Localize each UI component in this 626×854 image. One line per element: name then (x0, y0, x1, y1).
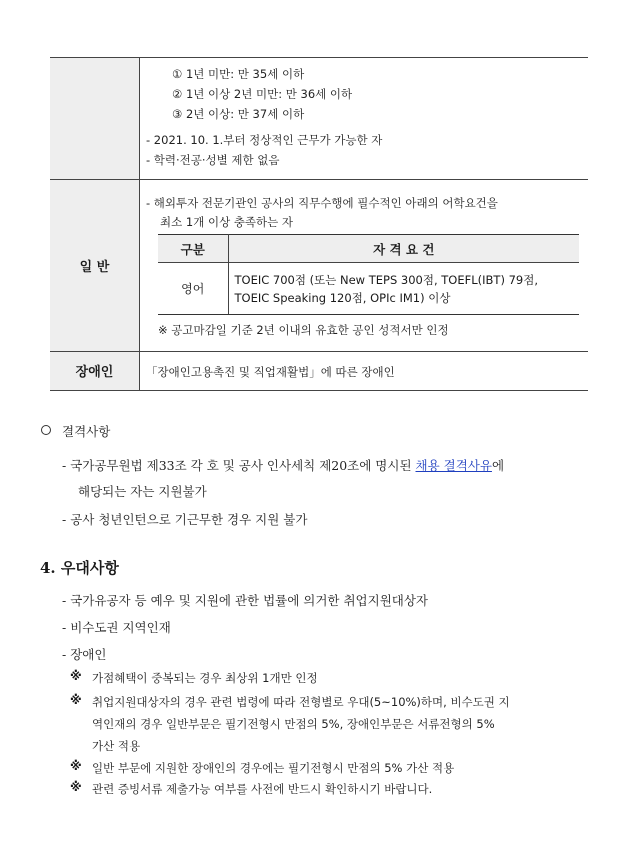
note-mark: ※ (70, 759, 82, 773)
note-mark: ※ (70, 780, 82, 794)
disqualification-line3: - 공사 청년인턴으로 기근무한 경우 지원 불가 (62, 512, 308, 527)
disqualification-title: 결격사항 (62, 424, 111, 439)
note-3: 일반 부문에 지원한 장애인의 경우에는 필기전형시 만점의 5% 가산 적용 (92, 761, 455, 775)
table-row-divider (50, 351, 588, 352)
table-row-divider (50, 179, 588, 180)
preference-item-regional: - 비수도권 지역인재 (62, 620, 171, 635)
note-mark: ※ (70, 669, 82, 683)
start-date-requirement: - 2021. 10. 1.부터 정상적인 근무가 가능한 자 (146, 133, 383, 147)
general-desc-line2: 최소 1개 이상 충족하는 자 (160, 215, 294, 229)
disabled-label-cell (50, 351, 139, 390)
note-2-line3: 가산 적용 (92, 739, 141, 753)
age-limit-2: ② 1년 이상 2년 미만: 만 36세 이하 (172, 87, 353, 101)
table-bottom-border (50, 390, 588, 391)
circle-bullet-icon (41, 425, 51, 435)
requirement-line2: TOEIC Speaking 120점, OPIc IM1) 이상 (234, 290, 451, 305)
note-2-line2: 역인재의 경우 일반부문은 필기전형시 만점의 5%, 장애인부문은 서류전형의 5% (92, 717, 495, 731)
header-category: 구분 (158, 235, 228, 263)
requirement-line1: TOEIC 700점 (또는 New TEPS 300점, TOEFL(IBT) 79점, (234, 272, 538, 287)
no-limit-requirement: - 학력·전공·성별 제한 없음 (146, 153, 280, 167)
english-requirement (228, 263, 579, 315)
disabled-desc: 「장애인고용촉진 및 직업재활법」에 따른 장애인 (146, 365, 395, 379)
header-requirement: 자 격 요 건 (228, 235, 579, 263)
score-validity-note: ※ 공고마감일 기준 2년 이내의 유효한 공인 성적서만 인정 (158, 323, 449, 337)
category-english: 영어 (158, 263, 228, 315)
disabled-label: 장애인 (75, 365, 114, 380)
age-limit-1: ① 1년 미만: 만 35세 이하 (172, 67, 305, 81)
table-column-divider (139, 57, 140, 390)
empty-label-cell (50, 57, 139, 179)
age-limit-3: ③ 2년 이상: 만 37세 이하 (172, 107, 305, 121)
disqualification-line1-end: 에 (491, 458, 505, 473)
preference-section-title: 4. 우대사항 (40, 559, 119, 577)
preference-item-disabled: - 장애인 (62, 647, 107, 662)
language-requirement-table (158, 234, 579, 315)
disqualification-line1-text: - 국가공무원법 제33조 각 호 및 공사 인사세칙 제20조에 명시된 (62, 458, 416, 473)
disqualification-reason-link[interactable]: 채용 결격사유 (415, 458, 492, 473)
note-2-line1: 취업지원대상자의 경우 관련 법령에 따라 전형별로 우대(5~10%)하며, 비수도권 지 (92, 695, 510, 709)
note-mark: ※ (70, 693, 82, 707)
general-label: 일 반 (79, 259, 110, 275)
general-desc-line1: - 해외투자 전문기관인 공사의 직무수행에 필수적인 아래의 어학요건을 (146, 196, 498, 210)
general-label-cell (50, 179, 139, 351)
note-4: 관련 증빙서류 제출가능 여부를 사전에 반드시 확인하시기 바랍니다. (92, 782, 433, 796)
table-top-border (50, 57, 588, 58)
note-1: 가점혜택이 중복되는 경우 최상위 1개만 인정 (92, 671, 318, 685)
disqualification-line2: 해당되는 자는 지원불가 (78, 484, 207, 499)
disqualification-line1 (62, 456, 504, 474)
preference-item-veterans: - 국가유공자 등 예우 및 지원에 관한 법률에 의거한 취업지원대상자 (62, 593, 429, 608)
